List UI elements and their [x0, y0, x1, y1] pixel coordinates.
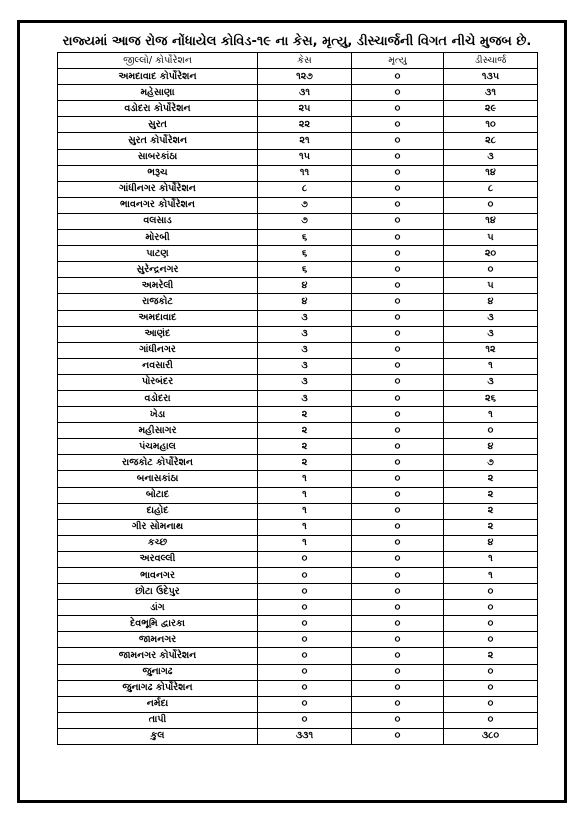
deaths-cell: ૦ — [352, 664, 444, 680]
district-cell: ગાંધીનગર — [58, 342, 258, 358]
table-row — [58, 342, 538, 358]
district-cell: છોટા ઉદેપુર — [58, 584, 258, 600]
table-row — [58, 181, 538, 197]
cases-cell: ૩ — [258, 310, 352, 326]
cases-cell: ૩ — [258, 390, 352, 406]
district-cell: કચ્છ — [58, 535, 258, 551]
discharge-cell: ૦ — [444, 632, 538, 648]
district-cell: આણંદ — [58, 326, 258, 342]
district-cell: રાજકોટ કોર્પોરેશન — [58, 455, 258, 471]
cases-cell: ૭ — [258, 197, 352, 213]
table-row — [58, 423, 538, 439]
district-cell: જામનગર કોર્પોરેશન — [58, 648, 258, 664]
deaths-cell: ૦ — [352, 358, 444, 374]
cases-cell: ૧૫ — [258, 149, 352, 165]
table-row — [58, 117, 538, 133]
table-row — [58, 358, 538, 374]
district-cell: પંચમહાલ — [58, 439, 258, 455]
deaths-cell: ૦ — [352, 680, 444, 696]
discharge-cell: ૧૦ — [444, 117, 538, 133]
deaths-cell: ૦ — [352, 213, 444, 229]
table-row — [58, 85, 538, 101]
table-row — [58, 680, 538, 696]
discharge-cell: ૩ — [444, 149, 538, 165]
discharge-cell: ૦ — [444, 712, 538, 728]
table-row — [58, 294, 538, 310]
discharge-cell: ૦ — [444, 584, 538, 600]
table-row — [58, 230, 538, 246]
table-row — [58, 374, 538, 390]
discharge-cell: ૫ — [444, 278, 538, 294]
discharge-cell: ૧૨ — [444, 342, 538, 358]
district-cell: સુરત — [58, 117, 258, 133]
deaths-cell: ૦ — [352, 326, 444, 342]
header-deaths: મૃત્યુ — [352, 53, 444, 69]
deaths-cell: ૦ — [352, 230, 444, 246]
table-row — [58, 213, 538, 229]
deaths-cell: ૦ — [352, 278, 444, 294]
deaths-cell: ૦ — [352, 728, 444, 744]
deaths-cell: ૦ — [352, 149, 444, 165]
cases-cell: ૦ — [258, 584, 352, 600]
cases-cell: ૦ — [258, 712, 352, 728]
discharge-cell: ૧૩૫ — [444, 69, 538, 85]
cases-cell: ૦ — [258, 696, 352, 712]
district-cell: મહેસાણા — [58, 85, 258, 101]
district-cell: ખેડા — [58, 407, 258, 423]
district-cell: ભાવનગર કોર્પોરેશન — [58, 197, 258, 213]
deaths-cell: ૦ — [352, 133, 444, 149]
deaths-cell: ૦ — [352, 262, 444, 278]
header-cases: કેસ — [258, 53, 352, 69]
discharge-cell: ૨૯ — [444, 101, 538, 117]
total-row — [58, 728, 538, 744]
discharge-cell: ૨ — [444, 471, 538, 487]
deaths-cell: ૦ — [352, 407, 444, 423]
table-row — [58, 101, 538, 117]
discharge-cell: ૨ — [444, 487, 538, 503]
district-cell: સુરત કોર્પોરેશન — [58, 133, 258, 149]
district-cell: વડોદરા કોર્પોરેશન — [58, 101, 258, 117]
cases-cell: ૩ — [258, 326, 352, 342]
cases-cell: ૦ — [258, 616, 352, 632]
cases-cell: ૦ — [258, 664, 352, 680]
discharge-cell: ૧ — [444, 358, 538, 374]
discharge-cell: ૪ — [444, 535, 538, 551]
district-cell: અમરેલી — [58, 278, 258, 294]
deaths-cell: ૦ — [352, 648, 444, 664]
deaths-cell: ૦ — [352, 165, 444, 181]
deaths-cell: ૦ — [352, 584, 444, 600]
cases-cell: ૩ — [258, 374, 352, 390]
deaths-cell: ૦ — [352, 85, 444, 101]
discharge-cell: ૦ — [444, 600, 538, 616]
discharge-cell: ૩ — [444, 310, 538, 326]
deaths-cell: ૦ — [352, 197, 444, 213]
cases-cell: ૩ — [258, 342, 352, 358]
district-cell: વડોદરા — [58, 390, 258, 406]
deaths-cell: ૦ — [352, 696, 444, 712]
district-cell: જામનગર — [58, 632, 258, 648]
discharge-cell: ૦ — [444, 680, 538, 696]
discharge-cell: ૧ — [444, 551, 538, 567]
district-cell: બનાસકાંઠા — [58, 471, 258, 487]
header-discharge: ડીસ્ચાર્જ — [444, 53, 538, 69]
table-row — [58, 149, 538, 165]
table-header-row — [58, 53, 538, 69]
table-row — [58, 407, 538, 423]
cases-cell: ૮ — [258, 181, 352, 197]
discharge-cell: ૨૮ — [444, 133, 538, 149]
district-cell: અરવલ્લી — [58, 551, 258, 567]
table-row — [58, 326, 538, 342]
district-cell: દાહોદ — [58, 503, 258, 519]
discharge-cell: ૦ — [444, 197, 538, 213]
table-body — [58, 69, 538, 745]
table-row — [58, 471, 538, 487]
cases-cell: ૨૨ — [258, 117, 352, 133]
table-row — [58, 632, 538, 648]
covid-district-table — [57, 52, 538, 745]
cases-cell: ૦ — [258, 680, 352, 696]
discharge-cell: ૧૪ — [444, 165, 538, 181]
discharge-cell: ૧ — [444, 568, 538, 584]
district-cell: કુલ — [58, 728, 258, 744]
discharge-cell: ૩ — [444, 326, 538, 342]
discharge-cell: ૨ — [444, 519, 538, 535]
district-cell: બોટાદ — [58, 487, 258, 503]
table-row — [58, 648, 538, 664]
discharge-cell: ૩૮૦ — [444, 728, 538, 744]
district-cell: જુનાગઢ કોર્પોરેશન — [58, 680, 258, 696]
deaths-cell: ૦ — [352, 551, 444, 567]
discharge-cell: ૨ — [444, 648, 538, 664]
district-cell: અમદાવાદ — [58, 310, 258, 326]
deaths-cell: ૦ — [352, 519, 444, 535]
discharge-cell: ૩ — [444, 374, 538, 390]
header-district: જીલ્લો/ કોર્પોરેશન — [58, 53, 258, 69]
cases-cell: ૦ — [258, 632, 352, 648]
district-cell: મોરબી — [58, 230, 258, 246]
discharge-cell: ૭ — [444, 455, 538, 471]
cases-cell: ૨૧ — [258, 133, 352, 149]
deaths-cell: ૦ — [352, 455, 444, 471]
district-cell: વલસાડ — [58, 213, 258, 229]
table-row — [58, 310, 538, 326]
deaths-cell: ૦ — [352, 487, 444, 503]
deaths-cell: ૦ — [352, 310, 444, 326]
deaths-cell: ૦ — [352, 101, 444, 117]
cases-cell: ૭ — [258, 213, 352, 229]
discharge-cell: ૫ — [444, 230, 538, 246]
discharge-cell: ૪ — [444, 439, 538, 455]
table-row — [58, 503, 538, 519]
discharge-cell: ૨૦ — [444, 246, 538, 262]
table-row — [58, 535, 538, 551]
discharge-cell: ૦ — [444, 423, 538, 439]
cases-cell: ૧૨૭ — [258, 69, 352, 85]
table-row — [58, 455, 538, 471]
district-cell: પોરબંદર — [58, 374, 258, 390]
cases-cell: ૨ — [258, 423, 352, 439]
cases-cell: ૬ — [258, 246, 352, 262]
district-cell: નર્મદા — [58, 696, 258, 712]
district-cell: તાપી — [58, 712, 258, 728]
district-cell: સુરેન્દ્રનગર — [58, 262, 258, 278]
table-row — [58, 69, 538, 85]
deaths-cell: ૦ — [352, 712, 444, 728]
deaths-cell: ૦ — [352, 439, 444, 455]
table-row — [58, 568, 538, 584]
deaths-cell: ૦ — [352, 503, 444, 519]
district-cell: જુનાગઢ — [58, 664, 258, 680]
cases-cell: ૬ — [258, 262, 352, 278]
table-row — [58, 197, 538, 213]
deaths-cell: ૦ — [352, 471, 444, 487]
table-row — [58, 165, 538, 181]
discharge-cell: ૩૧ — [444, 85, 538, 101]
cases-cell: ૩૧ — [258, 85, 352, 101]
deaths-cell: ૦ — [352, 632, 444, 648]
cases-cell: ૬ — [258, 230, 352, 246]
discharge-cell: ૦ — [444, 664, 538, 680]
district-cell: ભરૂચ — [58, 165, 258, 181]
discharge-cell: ૦ — [444, 616, 538, 632]
district-cell: ભાવનગર — [58, 568, 258, 584]
district-cell: મહીસાગર — [58, 423, 258, 439]
district-cell: દેવભૂમિ દ્વારકા — [58, 616, 258, 632]
cases-cell: ૧૧ — [258, 165, 352, 181]
district-cell: ગીર સોમનાથ — [58, 519, 258, 535]
cases-cell: ૧ — [258, 503, 352, 519]
table-row — [58, 616, 538, 632]
discharge-cell: ૮ — [444, 181, 538, 197]
cases-cell: ૪ — [258, 278, 352, 294]
discharge-cell: ૨ — [444, 503, 538, 519]
table-row — [58, 696, 538, 712]
district-cell: સાબરકાંઠા — [58, 149, 258, 165]
deaths-cell: ૦ — [352, 181, 444, 197]
table-row — [58, 712, 538, 728]
table-row — [58, 551, 538, 567]
deaths-cell: ૦ — [352, 423, 444, 439]
discharge-cell: ૨૬ — [444, 390, 538, 406]
discharge-cell: ૦ — [444, 696, 538, 712]
table-row — [58, 600, 538, 616]
deaths-cell: ૦ — [352, 342, 444, 358]
district-cell: ગાંધીનગર કોર્પોરેશન — [58, 181, 258, 197]
table-row — [58, 278, 538, 294]
cases-cell: ૦ — [258, 568, 352, 584]
district-cell: રાજકોટ — [58, 294, 258, 310]
table-row — [58, 246, 538, 262]
cases-cell: ૦ — [258, 551, 352, 567]
cases-cell: ૦ — [258, 600, 352, 616]
cases-cell: ૧ — [258, 487, 352, 503]
cases-cell: ૩૩૧ — [258, 728, 352, 744]
cases-cell: ૧ — [258, 519, 352, 535]
deaths-cell: ૦ — [352, 69, 444, 85]
deaths-cell: ૦ — [352, 616, 444, 632]
cases-cell: ૨ — [258, 455, 352, 471]
deaths-cell: ૦ — [352, 600, 444, 616]
cases-cell: ૦ — [258, 648, 352, 664]
cases-cell: ૧ — [258, 471, 352, 487]
discharge-cell: ૧૪ — [444, 213, 538, 229]
cases-cell: ૨૫ — [258, 101, 352, 117]
table-row — [58, 487, 538, 503]
deaths-cell: ૦ — [352, 294, 444, 310]
table-row — [58, 262, 538, 278]
discharge-cell: ૦ — [444, 262, 538, 278]
district-cell: અમદાવાદ કોર્પોરેશન — [58, 69, 258, 85]
district-cell: ડાંગ — [58, 600, 258, 616]
table-row — [58, 664, 538, 680]
deaths-cell: ૦ — [352, 390, 444, 406]
table-row — [58, 519, 538, 535]
deaths-cell: ૦ — [352, 374, 444, 390]
table-row — [58, 439, 538, 455]
discharge-cell: ૧ — [444, 407, 538, 423]
cases-cell: ૨ — [258, 439, 352, 455]
deaths-cell: ૦ — [352, 535, 444, 551]
deaths-cell: ૦ — [352, 246, 444, 262]
table-row — [58, 584, 538, 600]
table-row — [58, 390, 538, 406]
district-cell: નવસારી — [58, 358, 258, 374]
table-row — [58, 133, 538, 149]
deaths-cell: ૦ — [352, 568, 444, 584]
cases-cell: ૩ — [258, 358, 352, 374]
document-title: રાજ્યમાં આજ રોજ નોંધાયેલ કોવિડ-૧૯ ના કેસ, મૃત્યુ, ડીસ્ચાર્જની વિગત નીચે મુજબ છે. — [62, 34, 532, 49]
district-cell: પાટણ — [58, 246, 258, 262]
deaths-cell: ૦ — [352, 117, 444, 133]
cases-cell: ૨ — [258, 407, 352, 423]
discharge-cell: ૪ — [444, 294, 538, 310]
cases-cell: ૧ — [258, 535, 352, 551]
cases-cell: ૪ — [258, 294, 352, 310]
